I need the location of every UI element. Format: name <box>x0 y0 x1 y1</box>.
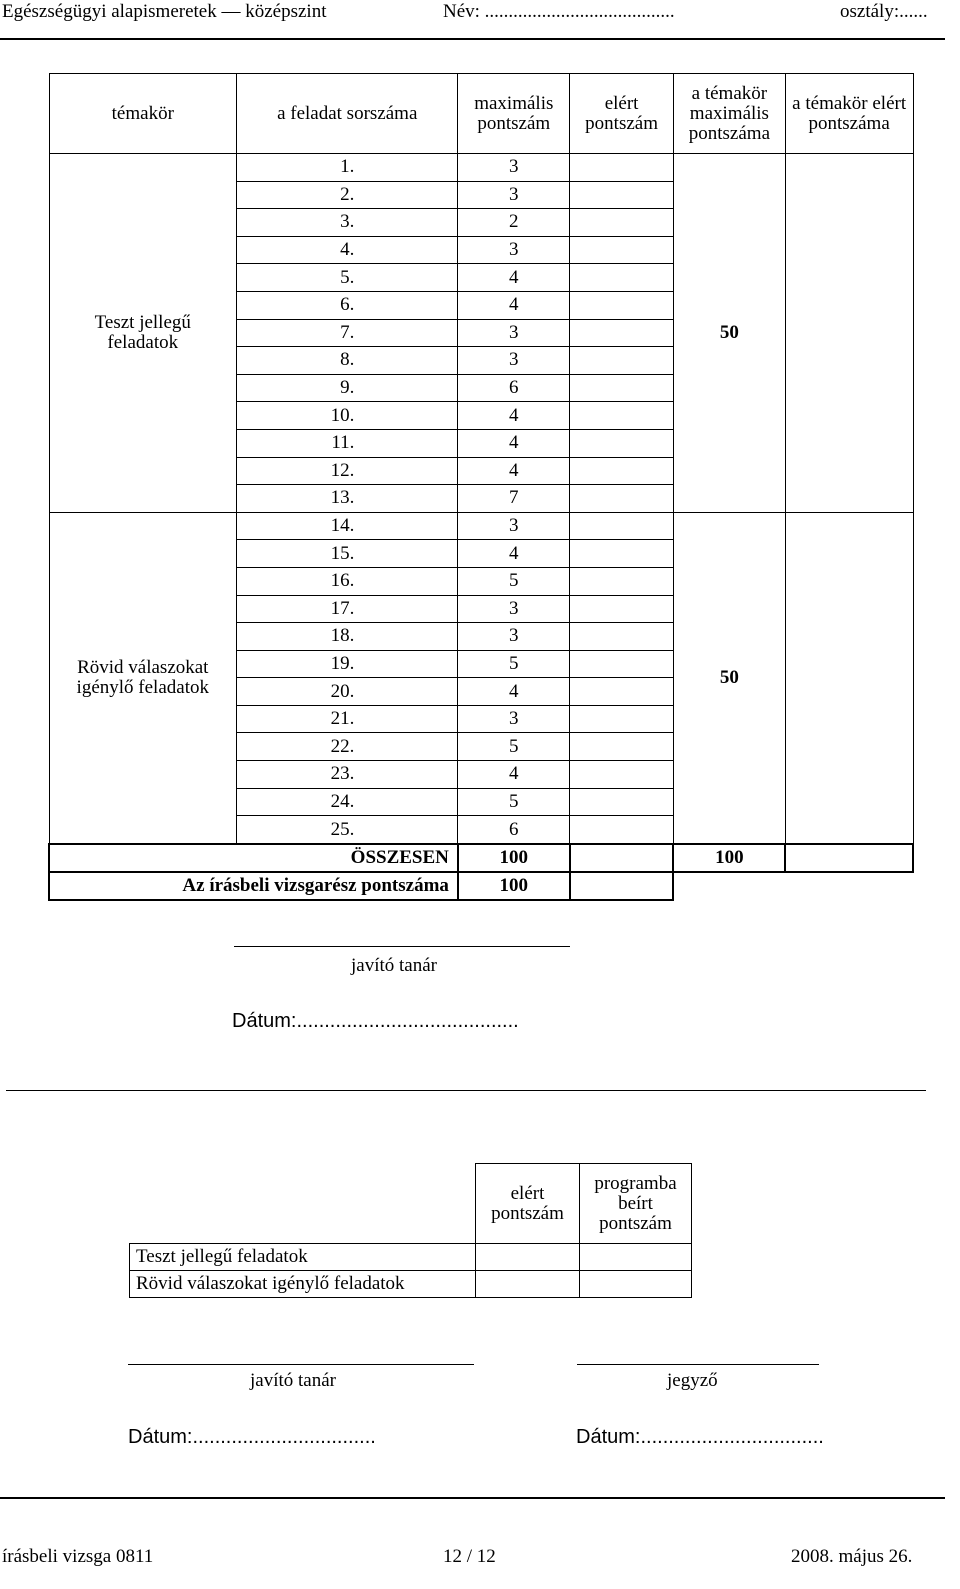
achieved-points-cell[interactable] <box>570 650 674 678</box>
footer-rule <box>0 1497 945 1499</box>
achieved-points-cell[interactable] <box>570 623 674 651</box>
topic-achieved-cell[interactable] <box>785 154 913 513</box>
achieved-points-cell[interactable] <box>570 761 674 789</box>
task-number: 18. <box>237 623 458 651</box>
task-number: 1. <box>237 154 458 182</box>
task-number: 13. <box>237 485 458 513</box>
section-divider <box>6 1090 926 1091</box>
header-rule <box>0 38 945 40</box>
summary-row-label: Rövid válaszokat igénylő feladatok <box>130 1271 476 1298</box>
task-number: 8. <box>237 347 458 375</box>
achieved-points-cell[interactable] <box>570 374 674 402</box>
topic-max-points: 50 <box>673 154 785 513</box>
task-number: 2. <box>237 181 458 209</box>
task-number: 19. <box>237 650 458 678</box>
header-name-field: Név: ........................................ <box>443 1 675 22</box>
achieved-points-cell[interactable] <box>570 485 674 513</box>
task-number: 16. <box>237 567 458 595</box>
task-number: 25. <box>237 816 458 844</box>
table-row <box>49 512 913 540</box>
score-table <box>48 73 914 901</box>
max-points: 3 <box>458 705 570 733</box>
header-class-field: osztály:...... <box>840 1 928 22</box>
total-topic-max: 100 <box>673 844 785 872</box>
achieved-points-cell[interactable] <box>570 678 674 706</box>
achieved-points-cell[interactable] <box>570 567 674 595</box>
total-achieved-cell[interactable] <box>570 844 674 872</box>
achieved-points-cell[interactable] <box>570 705 674 733</box>
task-number: 21. <box>237 705 458 733</box>
max-points: 4 <box>458 264 570 292</box>
max-points: 6 <box>458 374 570 402</box>
signature-line <box>234 946 570 947</box>
achieved-points-cell[interactable] <box>570 154 674 182</box>
max-points: 4 <box>458 429 570 457</box>
achieved-points-cell[interactable] <box>570 788 674 816</box>
task-number: 24. <box>237 788 458 816</box>
topic-cell: Rövid válaszokat igénylő feladatok <box>49 512 237 844</box>
max-points: 5 <box>458 788 570 816</box>
topic-achieved-cell[interactable] <box>785 512 913 844</box>
written-max: 100 <box>458 872 570 900</box>
header-row <box>49 74 913 154</box>
achieved-points-cell[interactable] <box>570 540 674 568</box>
task-number: 12. <box>237 457 458 485</box>
table-row <box>49 154 913 182</box>
col-topic-max: a témakör maximális pontszáma <box>673 74 785 154</box>
achieved-points-cell[interactable] <box>570 816 674 844</box>
summary-table <box>129 1163 692 1298</box>
max-points: 6 <box>458 816 570 844</box>
date-field-left[interactable]: Dátum:................................. <box>128 1426 376 1448</box>
signature-label-left: javító tanár <box>250 1370 336 1391</box>
max-points: 3 <box>458 595 570 623</box>
col-entered: programba beírt pontszám <box>580 1164 692 1244</box>
date-field-right[interactable]: Dátum:................................. <box>576 1426 824 1448</box>
max-points: 3 <box>458 512 570 540</box>
max-points: 4 <box>458 402 570 430</box>
col-topic: témakör <box>49 74 237 154</box>
task-number: 4. <box>237 236 458 264</box>
col-achieved: elért pontszám <box>476 1164 580 1244</box>
task-number: 6. <box>237 291 458 319</box>
signature-label-right: jegyző <box>667 1370 718 1391</box>
total-label: ÖSSZESEN <box>49 844 458 872</box>
task-number: 14. <box>237 512 458 540</box>
max-points: 5 <box>458 650 570 678</box>
task-number: 20. <box>237 678 458 706</box>
max-points: 4 <box>458 678 570 706</box>
achieved-points-cell[interactable] <box>570 429 674 457</box>
task-number: 17. <box>237 595 458 623</box>
written-label: Az írásbeli vizsgarész pontszáma <box>49 872 458 900</box>
summary-achieved-cell[interactable] <box>476 1244 580 1271</box>
topic-cell: Teszt jellegű feladatok <box>49 154 237 513</box>
max-points: 4 <box>458 457 570 485</box>
written-row <box>49 872 913 900</box>
col-achieved-points: elért pontszám <box>570 74 674 154</box>
achieved-points-cell[interactable] <box>570 291 674 319</box>
task-number: 11. <box>237 429 458 457</box>
max-points: 4 <box>458 761 570 789</box>
achieved-points-cell[interactable] <box>570 181 674 209</box>
summary-entered-cell[interactable] <box>580 1271 692 1298</box>
signature-label: javító tanár <box>351 955 437 976</box>
max-points: 2 <box>458 209 570 237</box>
max-points: 4 <box>458 291 570 319</box>
written-achieved-cell[interactable] <box>570 872 674 900</box>
achieved-points-cell[interactable] <box>570 209 674 237</box>
achieved-points-cell[interactable] <box>570 595 674 623</box>
task-number: 9. <box>237 374 458 402</box>
footer-date: 2008. május 26. <box>791 1546 913 1567</box>
col-task-number: a feladat sorszáma <box>237 74 458 154</box>
achieved-points-cell[interactable] <box>570 347 674 375</box>
max-points: 7 <box>458 485 570 513</box>
signature-line-left <box>128 1364 474 1365</box>
achieved-points-cell[interactable] <box>570 319 674 347</box>
task-number: 10. <box>237 402 458 430</box>
date-field[interactable]: Dátum:........................................ <box>232 1010 519 1032</box>
topic-max-points: 50 <box>673 512 785 844</box>
max-points: 4 <box>458 540 570 568</box>
task-number: 15. <box>237 540 458 568</box>
max-points: 5 <box>458 733 570 761</box>
max-points: 3 <box>458 181 570 209</box>
total-topic-achieved-cell[interactable] <box>785 844 913 872</box>
max-points: 3 <box>458 319 570 347</box>
total-max: 100 <box>458 844 570 872</box>
total-row <box>49 844 913 872</box>
footer-left: írásbeli vizsga 0811 <box>2 1546 154 1567</box>
summary-achieved-cell[interactable] <box>476 1271 580 1298</box>
col-topic-achieved: a témakör elért pontszáma <box>785 74 913 154</box>
task-number: 22. <box>237 733 458 761</box>
task-number: 5. <box>237 264 458 292</box>
task-number: 23. <box>237 761 458 789</box>
max-points: 5 <box>458 567 570 595</box>
max-points: 3 <box>458 623 570 651</box>
achieved-points-cell[interactable] <box>570 512 674 540</box>
col-max-points: maximális pontszám <box>458 74 570 154</box>
header-title: Egészségügyi alapismeretek — középszint <box>2 1 327 22</box>
task-number: 3. <box>237 209 458 237</box>
summary-row-label: Teszt jellegű feladatok <box>130 1244 476 1271</box>
summary-entered-cell[interactable] <box>580 1244 692 1271</box>
max-points: 3 <box>458 347 570 375</box>
achieved-points-cell[interactable] <box>570 264 674 292</box>
max-points: 3 <box>458 154 570 182</box>
achieved-points-cell[interactable] <box>570 236 674 264</box>
achieved-points-cell[interactable] <box>570 457 674 485</box>
signature-line-right <box>577 1364 819 1365</box>
max-points: 3 <box>458 236 570 264</box>
footer-page-number: 12 / 12 <box>443 1546 496 1567</box>
achieved-points-cell[interactable] <box>570 733 674 761</box>
task-number: 7. <box>237 319 458 347</box>
achieved-points-cell[interactable] <box>570 402 674 430</box>
